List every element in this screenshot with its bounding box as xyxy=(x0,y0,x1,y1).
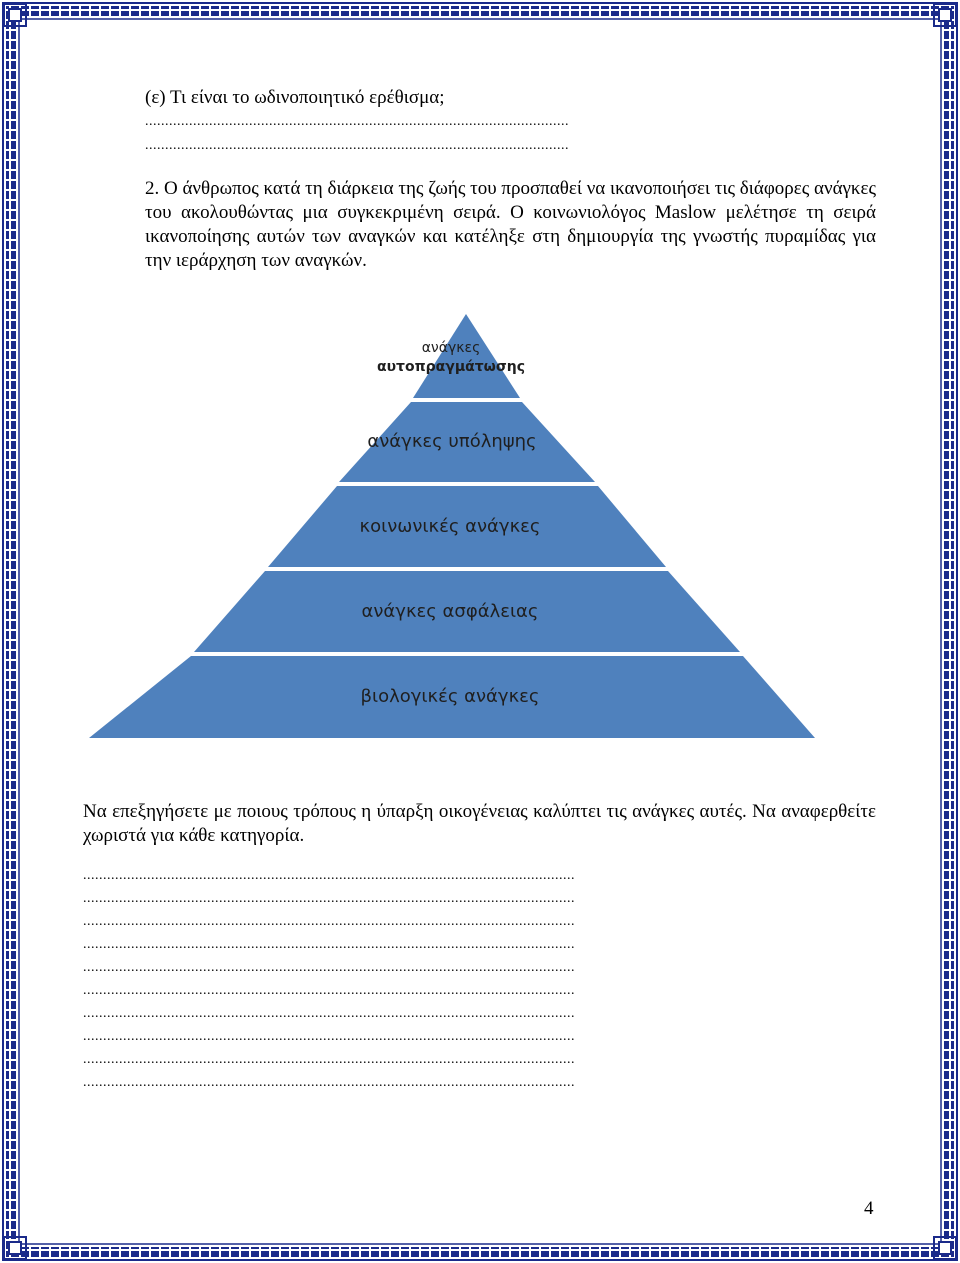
answer-line[interactable]: .......................................................................................................... xyxy=(145,115,569,129)
instruction-paragraph: Να επεξηγήσετε με ποιους τρόπους η ύπαρξη οικογένειας καλύπτει τις ανάγκες αυτές. Να αναφερθείτε χωριστά για κάθε κατηγορία. xyxy=(83,801,876,846)
answer-line[interactable]: ........................................................................................................................... xyxy=(83,869,575,883)
answer-line[interactable]: ........................................................................................................................... xyxy=(83,915,575,929)
question-e: (ε) Τι είναι το ωδινοποιητικό ερέθισμα; xyxy=(145,87,445,108)
pyramid-level-self-actualization xyxy=(413,314,520,398)
answer-line[interactable]: ........................................................................................................................... xyxy=(83,984,575,998)
pyramid-label-safety: ανάγκες ασφάλειας xyxy=(361,601,539,622)
question-2-paragraph: 2. Ο άνθρωπος κατά τη διάρκεια της ζωής του προσπαθεί να ικανοποιήσει τις διάφορες ανάγκες του ακολουθώντας μια συγκεκριμένη σειρά. Ο κοινωνιολόγος Maslow μελέτησε τη σειρά ικανοποίησης αυτών των αναγκών και κατέληξε στη δημιουργία της γνωστής πυραμίδας για την ιεράρχηση των αναγκών. xyxy=(145,178,876,271)
answer-line[interactable]: ........................................................................................................................... xyxy=(83,892,575,906)
page-number: 4 xyxy=(864,1198,874,1219)
pyramid-label-top-1: ανάγκες xyxy=(421,340,481,356)
answer-line[interactable]: ........................................................................................................................... xyxy=(83,938,575,952)
pyramid-label-top-2: αυτοπραγμάτωσης xyxy=(376,359,526,375)
pyramid-label-physiological: βιολογικές ανάγκες xyxy=(360,686,540,707)
answer-line[interactable]: .......................................................................................................... xyxy=(145,139,569,153)
answer-line[interactable]: ........................................................................................................................... xyxy=(83,1076,575,1090)
answer-line[interactable]: ........................................................................................................................... xyxy=(83,1030,575,1044)
answer-line[interactable]: ........................................................................................................................... xyxy=(83,1053,575,1067)
pyramid-label-esteem: ανάγκες υπόληψης xyxy=(367,431,537,452)
answer-line[interactable]: ........................................................................................................................... xyxy=(83,961,575,975)
pyramid-label-social: κοινωνικές ανάγκες xyxy=(359,516,541,537)
answer-line[interactable]: ........................................................................................................................... xyxy=(83,1007,575,1021)
